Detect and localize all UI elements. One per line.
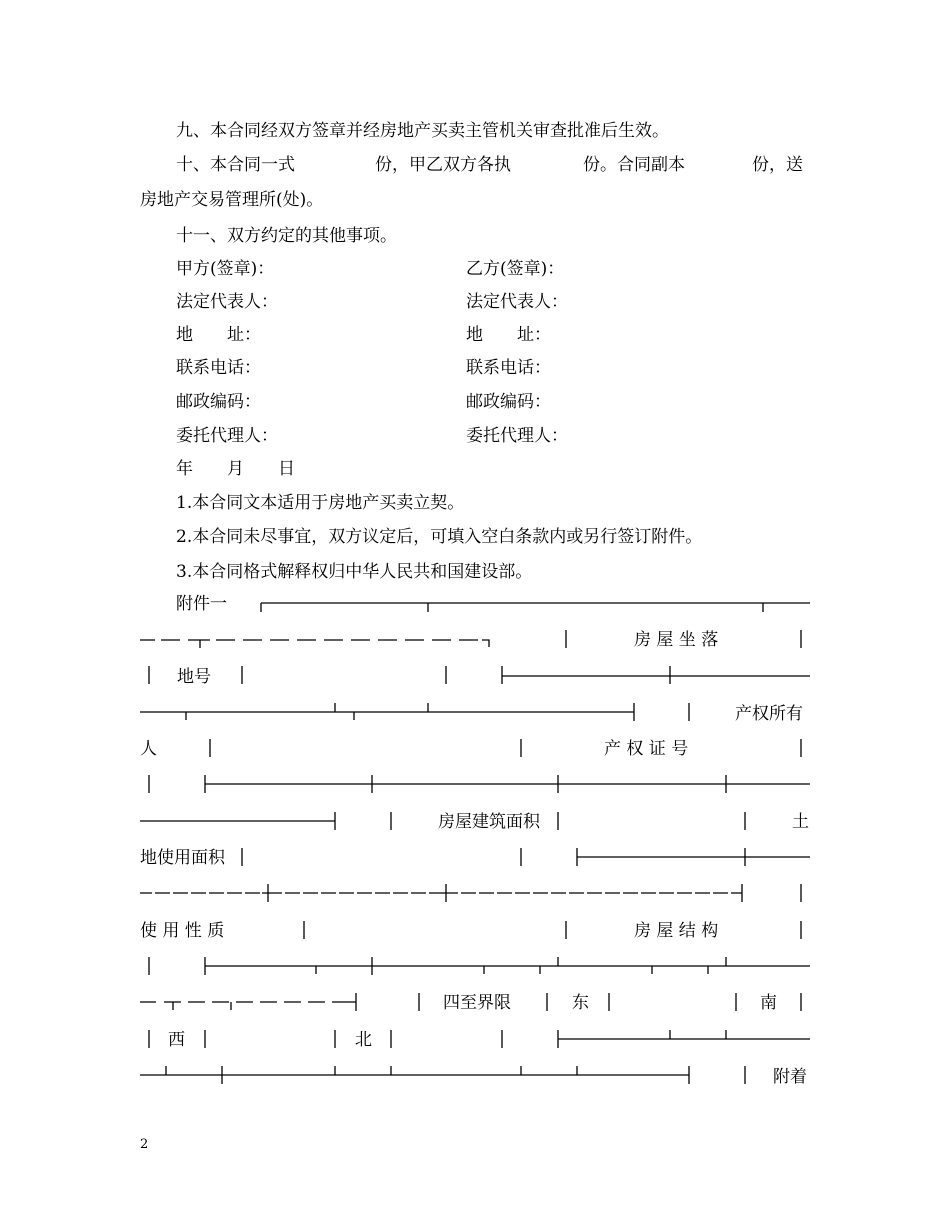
date-line: 年 月 日 — [176, 459, 295, 479]
note-1: 1.本合同文本适用于房地产买卖立契。 — [176, 493, 465, 513]
label-east: 东 — [572, 993, 589, 1013]
party-b-postcode: 邮政编码： — [466, 392, 551, 412]
clause-10-part3: 份。合同副本 — [583, 155, 685, 175]
party-a-address: 地 址： — [176, 325, 261, 345]
party-a-legal-rep: 法定代表人： — [176, 292, 278, 312]
label-structure: 房 屋 结 构 — [634, 921, 719, 941]
party-b-legal-rep: 法定代表人： — [466, 292, 568, 312]
label-owner-b: 人 — [140, 739, 157, 759]
label-use-nature: 使 用 性 质 — [140, 921, 225, 941]
note-3: 3.本合同格式解释权归中华人民共和国建设部。 — [176, 562, 533, 582]
page-number: 2 — [140, 1137, 149, 1152]
clause-9: 九、本合同经双方签章并经房地产买卖主管机关审查批准后生效。 — [176, 121, 669, 141]
party-b-agent: 委托代理人： — [466, 426, 568, 446]
label-land-area-b: 地使用面积 — [140, 848, 225, 868]
party-b-address: 地 址： — [466, 325, 551, 345]
party-b-seal: 乙方(签章)： — [466, 259, 565, 279]
label-south: 南 — [760, 993, 777, 1013]
party-a-agent: 委托代理人： — [176, 426, 278, 446]
attachment-title: 附件一 — [176, 594, 227, 614]
clause-10-part4: 份，送 — [752, 155, 803, 175]
note-2: 2.本合同未尽事宜，双方议定后，可填入空白条款内或另行签订附件。 — [176, 527, 703, 547]
label-building-area: 房屋建筑面积 — [438, 812, 540, 832]
clause-10-part1: 十、本合同一式 — [176, 155, 295, 175]
label-location: 房 屋 坐 落 — [634, 630, 719, 650]
clause-11: 十一、双方约定的其他事项。 — [176, 226, 397, 246]
party-a-seal: 甲方(签章)： — [176, 259, 275, 279]
label-north: 北 — [355, 1030, 372, 1050]
label-attached: 附着 — [773, 1067, 807, 1087]
label-lot-no: 地号 — [177, 667, 211, 687]
clause-10-part2: 份，甲乙双方各执 — [375, 155, 511, 175]
label-land-area-a: 土 — [792, 812, 809, 832]
clause-10-part5: 房地产交易管理所(处)。 — [140, 190, 324, 210]
label-boundary: 四至界限 — [443, 993, 511, 1013]
party-a-phone: 联系电话： — [176, 358, 261, 378]
party-a-postcode: 邮政编码： — [176, 392, 261, 412]
label-owner-a: 产权所有 — [735, 704, 803, 724]
party-b-phone: 联系电话： — [466, 358, 551, 378]
label-west: 西 — [168, 1030, 185, 1050]
label-cert-no: 产 权 证 号 — [604, 739, 689, 759]
